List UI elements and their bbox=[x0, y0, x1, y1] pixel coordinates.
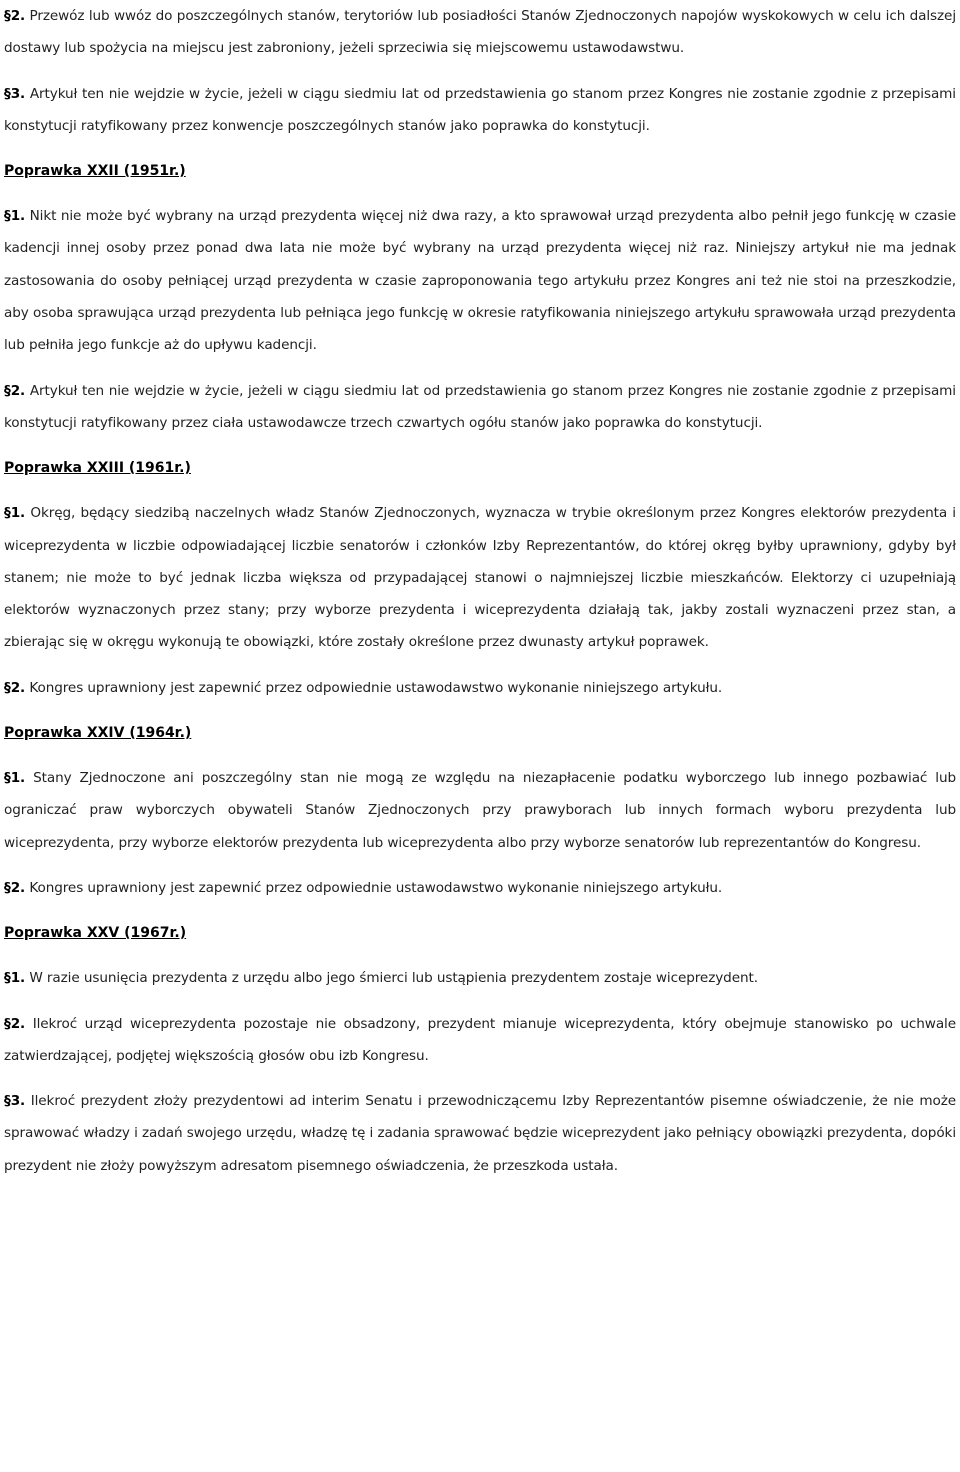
amendment-heading-xxiii: Poprawka XXIII (1961r.) bbox=[4, 460, 191, 477]
section-number: §2. bbox=[4, 679, 26, 696]
paragraph-art21-sec2 bbox=[4, 0, 956, 65]
paragraph-text: Kongres uprawniony jest zapewnić przez odpowiednie ustawodawstwo wykonanie niniejszego artykułu. bbox=[25, 679, 723, 696]
paragraph-art21-sec3 bbox=[4, 78, 956, 143]
paragraph-xxii-sec1 bbox=[4, 200, 956, 361]
paragraph-text: Kongres uprawniony jest zapewnić przez odpowiednie ustawodawstwo wykonanie niniejszego artykułu. bbox=[25, 879, 723, 896]
paragraph-text: Ilekroć prezydent złoży prezydentowi ad interim Senatu i przewodniczącemu Izby Reprezentantów pisemne oświadczenie, że nie może sprawować władzy i zadań swojego urzędu, władzę tę i zadania sprawować będzie wiceprezydent jako pełniący obowiązki prezydenta, dopóki prezydent nie złoży powyższym adresatom pisemnego oświadczenia, że przeszkoda ustała. bbox=[4, 1093, 956, 1174]
section-number: §1. bbox=[4, 208, 26, 225]
paragraph-xxv-sec3 bbox=[4, 1085, 956, 1182]
section-number: §3. bbox=[4, 85, 26, 102]
paragraph-text: Artykuł ten nie wejdzie w życie, jeżeli w ciągu siedmiu lat od przedstawienia go stanom przez Kongres nie zostanie zgodnie z przepisami konstytucji ratyfikowany przez konwencje poszczególnych stanów jako poprawka do konstytucji. bbox=[4, 85, 956, 134]
amendment-heading-xxv: Poprawka XXV (1967r.) bbox=[4, 925, 187, 942]
paragraph-text: W razie usunięcia prezydenta z urzędu albo jego śmierci lub ustąpienia prezydentem zostaje wiceprezydent. bbox=[25, 970, 758, 987]
paragraph-text: Artykuł ten nie wejdzie w życie, jeżeli w ciągu siedmiu lat od przedstawienia go stanom przez Kongres nie zostanie zgodnie z przepisami konstytucji ratyfikowany przez ciała ustawodawcze trzech czwartych ogółu stanów jako poprawka do konstytucji. bbox=[4, 382, 956, 431]
section-number: §1. bbox=[4, 505, 26, 522]
paragraph-xxiv-sec2 bbox=[4, 872, 956, 904]
paragraph-xxiv-sec1 bbox=[4, 762, 956, 859]
paragraph-text: Okręg, będący siedzibą naczelnych władz Stanów Zjednoczonych, wyznacza w trybie określonym przez Kongres elektorów prezydenta i wiceprezydenta w liczbie odpowiadającej liczbie senatorów i członków Izby Reprezentantów, do której okręg byłby uprawniony, gdyby był stanem; nie może to być jednak liczba większa od przypadającej stanowi o najmniejszej liczbie mieszkańców. Elektorzy ci uzupełniają elektorów wyznaczonych przez stany; przy wyborze prezydenta i wiceprezydenta działają tak, jakby zostali wyznaczeni przez stan, a zbierając się w okręgu wykonują te obowiązki, które zostały określone przez dwunasty artykuł poprawek. bbox=[4, 505, 956, 651]
section-number: §2. bbox=[4, 382, 26, 399]
paragraph-text: Przewóz lub wwóz do poszczególnych stanów, terytoriów lub posiadłości Stanów Zjednoczonych napojów wyskokowych w celu ich dalszej dostawy lub spożycia na miejscu jest zabroniony, jeżeli sprzeciwia się miejscowemu ustawodawstwu. bbox=[4, 8, 956, 57]
section-number: §1. bbox=[4, 770, 26, 787]
paragraph-text: Nikt nie może być wybrany na urząd prezydenta więcej niż dwa razy, a kto sprawował urząd prezydenta albo pełnił jego funkcję w czasie kadencji innej osoby przez ponad dwa lata nie może być wybrany na urząd prezydenta więcej niż raz. Niniejszy artykuł nie ma jednak zastosowania do osoby pełniącej urząd prezydenta w czasie zaproponowania tego artykułu przez Kongres ani też nie stoi na przeszkodzie, aby osoba sprawująca urząd prezydenta lub pełniąca jego funkcję w okresie ratyfikowania niniejszego artykułu sprawowała urząd prezydenta lub pełniła jego funkcje aż do upływu kadencji. bbox=[4, 208, 956, 354]
paragraph-xxiii-sec1 bbox=[4, 497, 956, 658]
section-number: §2. bbox=[4, 879, 26, 896]
paragraph-text: Stany Zjednoczone ani poszczególny stan nie mogą ze względu na niezapłacenie podatku wyborczego lub innego pozbawiać lub ograniczać praw wyborczych obywateli Stanów Zjednoczonych przy prawyborach lub innych formach wyboru prezydenta lub wiceprezydenta, przy wyborze elektorów prezydenta lub wiceprezydenta albo przy wyborze senatorów lub reprezentantów do Kongresu. bbox=[4, 770, 956, 851]
paragraph-xxv-sec2 bbox=[4, 1008, 956, 1073]
paragraph-xxii-sec2 bbox=[4, 375, 956, 440]
section-number: §2. bbox=[4, 8, 26, 24]
section-number: §1. bbox=[4, 970, 26, 987]
paragraph-xxiii-sec2 bbox=[4, 672, 956, 704]
section-number: §2. bbox=[4, 1015, 26, 1032]
paragraph-xxv-sec1 bbox=[4, 962, 956, 994]
section-number: §3. bbox=[4, 1093, 26, 1110]
amendment-heading-xxii: Poprawka XXII (1951r.) bbox=[4, 163, 186, 180]
paragraph-text: Ilekroć urząd wiceprezydenta pozostaje nie obsadzony, prezydent mianuje wiceprezydenta, który obejmuje stanowisko po uchwale zatwierdzającej, podjętej większością głosów obu izb Kongresu. bbox=[4, 1015, 956, 1064]
amendment-heading-xxiv: Poprawka XXIV (1964r.) bbox=[4, 725, 192, 742]
